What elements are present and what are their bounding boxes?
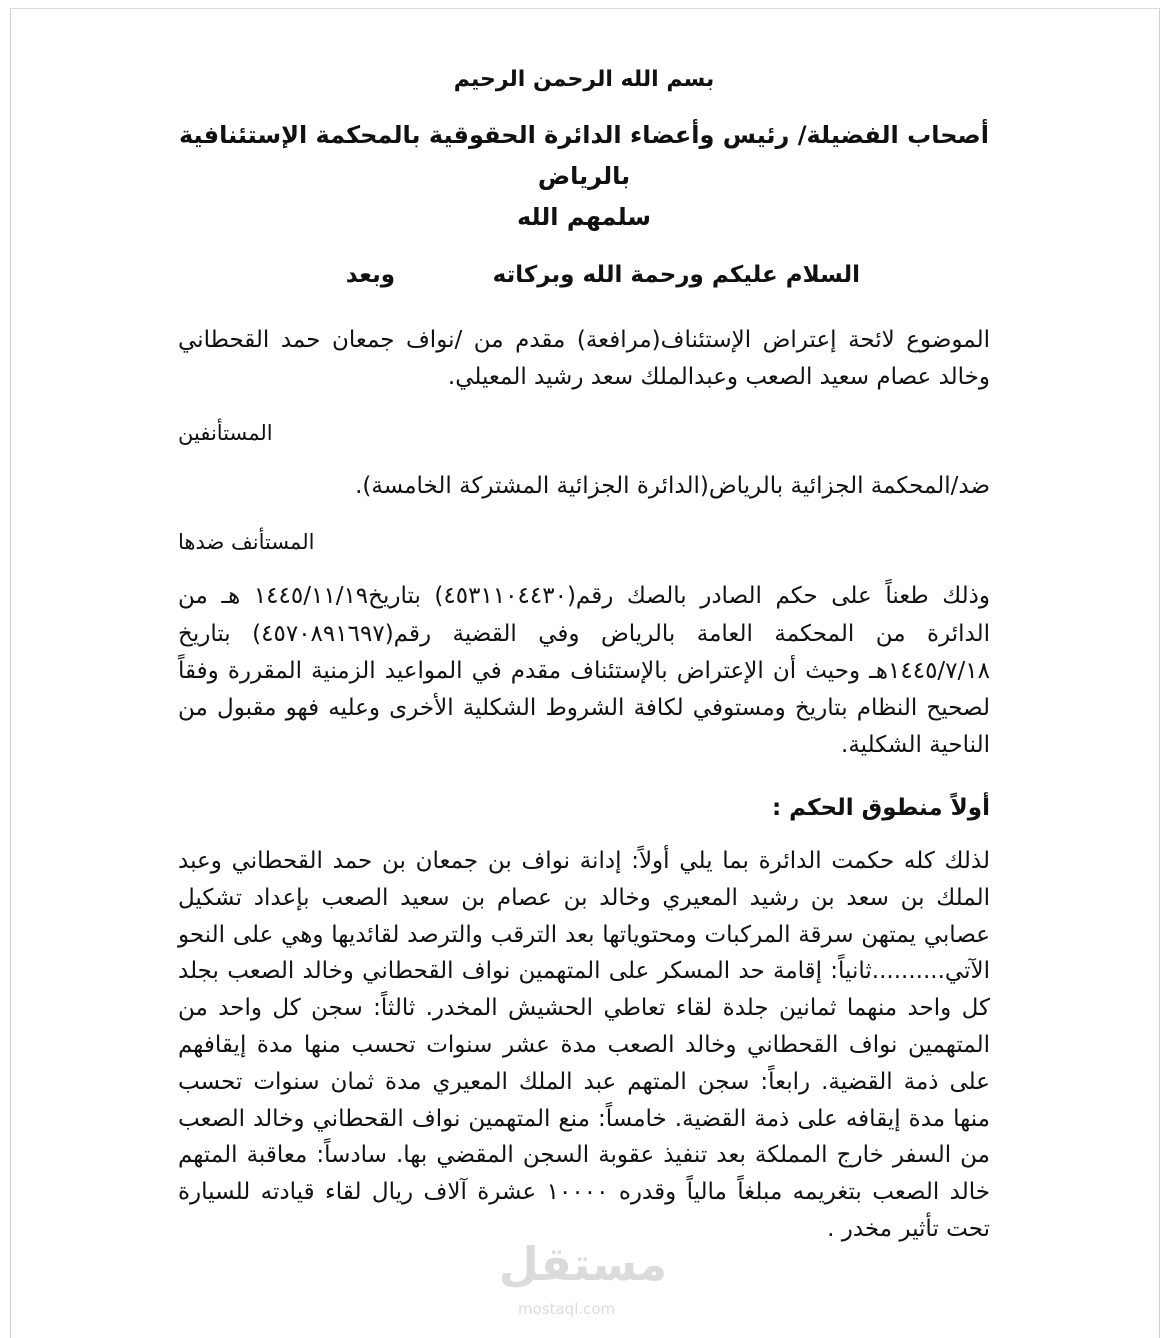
basmala: بسم الله الرحمن الرحيم (453, 67, 715, 92)
greeting-salam: السلام عليكم ورحمة الله وبركاته (492, 261, 860, 288)
respondent-label: المستأنف ضدها (178, 529, 315, 554)
verdict-paragraph: لذلك كله حكمت الدائرة بما يلي أولاً: إدانة نواف بن جمعان بن حمد القحطاني وعبد الملك بن سعد بن رشيد المعيري وخالد بن عصام بن سعيد الصعب بإعداد تشكيل عصابي يمتهن سرقة المركبات ومحتوياتها بعد الترقب والترصد لقائديها وهي على النحو الآتي..........ثانياً: إقامة حد المسكر على المتهمين نواف القحطاني وخالد الصعب بجلد كل واحد منهما ثمانين جلدة لقاء تعاطي الحشيش المخدر. ثالثاً: سجن كل واحد من المتهمين نواف القحطاني وخالد الصعب مدة عشر سنوات تحسب منها مدة إيقافهم على ذمة القضية. رابعاً: سجن المتهم عبد الملك المعيري مدة ثمان سنوات تحسب منها مدة إيقافه على ذمة القضية. خامساً: منع المتهمين نواف القحطاني وخالد الصعب من السفر خارج المملكة بعد تنفيذ عقوبة السجن المقضي بها. سادساً: معاقبة المتهم خالد الصعب بتغريمه مبلغاً مالياً وقدره ١٠٠٠٠ عشرة آلاف ريال لقاء قيادته للسيارة تحت تأثير مخدر . (178, 848, 990, 1243)
subject-paragraph: الموضوع لائحة إعتراض الإستئناف(مرافعة) مقدم من /نواف جمعان حمد القحطاني وخالد عصام سعيد الصعب وعبدالملك سعد رشيد المعيلي. (178, 326, 990, 390)
appellants-label: المستأنفين (178, 421, 273, 446)
against-paragraph: ضد/المحكمة الجزائية بالرياض(الدائرة الجزائية المشتركة الخامسة). (355, 472, 990, 499)
appeal-basis-paragraph: وذلك طعناً على حكم الصادر بالصك رقم(٤٥٣١١٠٤٤٣٠) بتاريخ١٤٤٥/١١/١٩ هـ من الدائرة من المحكمة العامة بالرياض وفي القضية رقم(٤٥٧٠٨٩١٦٩٧) بتاريخ ١٤٤٥/٧/١٨هـ وحيث أن الإعتراض بالإستئناف مقدم في المواعيد الزمنية المقررة وفقاً لصحيح النظام بتاريخ ومستوفي لكافة الشروط الشكلية الأخرى وعليه فهو مقبول من الناحية الشكلية. (178, 583, 990, 759)
watermark-logo-text: مستقل (498, 1237, 668, 1291)
addressee (178, 115, 990, 237)
addressee-line-2: سلمهم الله (516, 202, 652, 231)
greeting (178, 262, 990, 302)
section-heading-verdict: أولاً منطوق الحكم : (771, 794, 990, 821)
document-body (178, 52, 990, 1248)
greeting-after: وبعد (345, 261, 395, 288)
watermark-site: mostaql.com (518, 1300, 616, 1318)
addressee-line-1: أصحاب الفضيلة/ رئيس وأعضاء الدائرة الحقوقية بالمحكمة الإستئنافية بالرياض (179, 121, 989, 190)
